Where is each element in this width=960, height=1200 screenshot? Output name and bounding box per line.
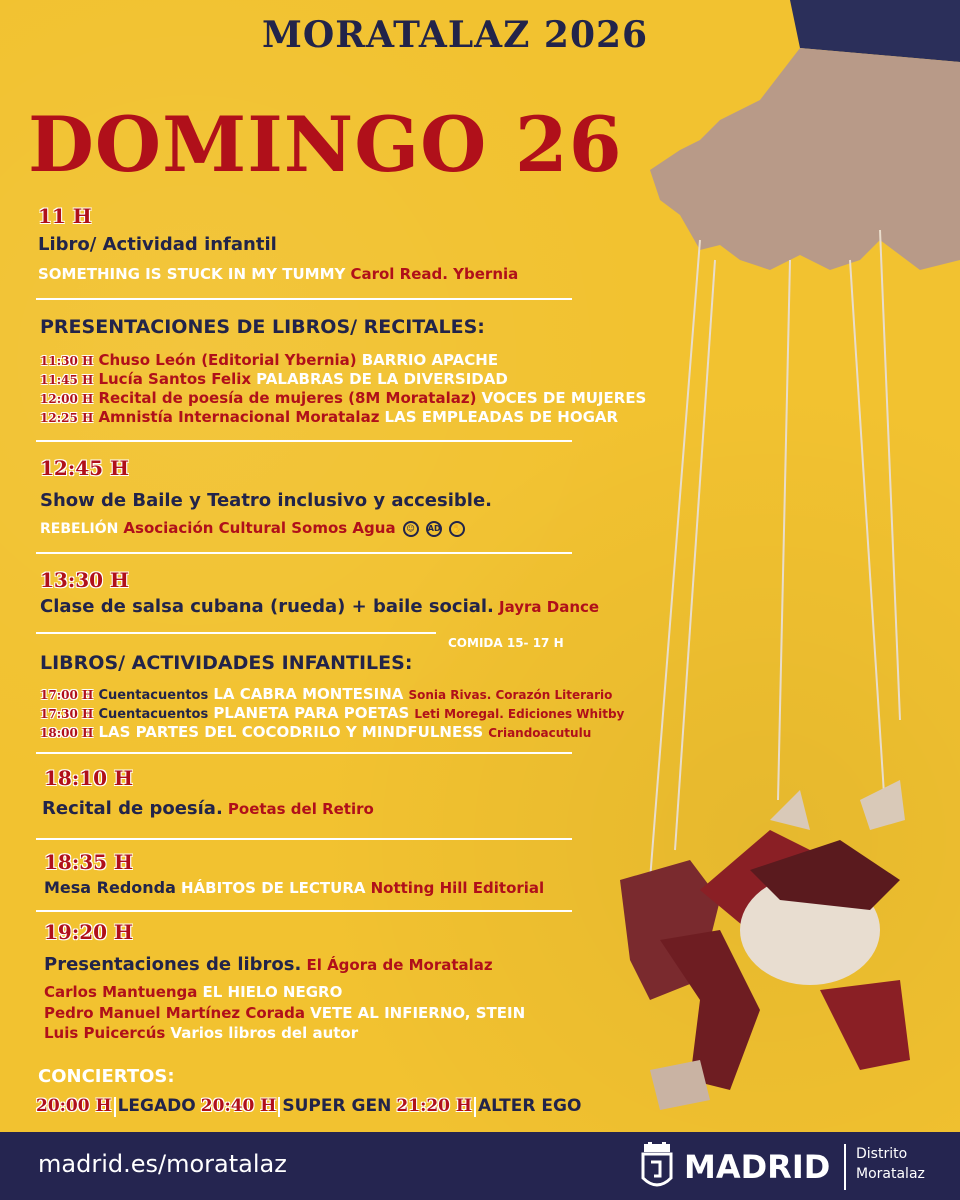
item-time: 12:00 H [40,392,94,406]
event-line [40,596,599,617]
accessibility-icon: ☺ [403,521,419,537]
item-who: Chuso León (Editorial Ybernia) [98,351,357,369]
sign-language-icon: ✋ [449,521,465,537]
string-3 [778,260,790,800]
item-what: LAS EMPLEADAS DE HOGAR [384,408,619,426]
divider [36,752,572,754]
divider [36,838,572,840]
time-1810: 18:10 H [44,766,133,790]
list-item [44,1003,525,1022]
divider [36,910,572,912]
section-heading-children: LIBROS/ ACTIVIDADES INFANTILES: [40,652,413,674]
concerts-line [36,1096,581,1117]
event-title: SOMETHING IS STUCK IN MY TUMMY [38,265,346,283]
string-2 [675,260,715,850]
item-time: 12:25 H [40,411,94,425]
brand-title: MORATALAZ 2026 [262,14,649,56]
lunch-note: COMIDA 15- 17 H [448,636,564,650]
event-line [44,954,493,975]
string-1 [650,240,700,880]
list-item [40,722,591,741]
concerts-heading: CONCIERTOS: [38,1066,175,1087]
concert-name: LEGADO [117,1096,196,1116]
list-item [40,369,508,388]
concert-name: SUPER GEN [282,1096,392,1116]
madrid-crest-icon [640,1142,674,1192]
separator [278,1097,280,1117]
event-line [40,518,465,537]
time-11: 11 H [38,204,92,228]
event-author: Carol Read. Ybernia [350,265,519,283]
time-1245: 12:45 H [40,456,129,480]
logo-separator [844,1144,846,1190]
event-org: Jayra Dance [499,598,600,616]
concert-time: 21:20 H [396,1096,472,1116]
concert-name: ALTER EGO [477,1096,582,1116]
concert-time: 20:00 H [36,1096,112,1116]
list-item [40,703,624,722]
divider [36,632,436,634]
list-item [44,982,342,1001]
divider [36,552,572,554]
activity-label: Recital de poesía. [42,798,223,819]
footer-url[interactable]: madrid.es/moratalaz [38,1150,287,1178]
item-what: PALABRAS DE LA DIVERSIDAD [256,370,508,388]
string-4 [850,260,885,810]
item-who: Pedro Manuel Martínez Corada [44,1004,306,1022]
item-who: Amnistía Internacional Moratalaz [98,408,380,426]
event-org: El Ágora de Moratalaz [306,956,493,974]
marionette-figure [620,780,910,1110]
list-item [44,1023,358,1042]
event-title: REBELIÓN [40,521,119,537]
activity-label: Libro/ Actividad infantil [38,234,277,255]
event-org: Asociación Cultural Somos Agua [123,519,396,537]
item-who: Recital de poesía de mujeres (8M Moratalaz) [98,389,477,407]
item-time: 11:30 H [40,354,94,368]
list-item [40,684,612,703]
activity-label: Clase de salsa cubana (rueda) + baile social. [40,596,494,617]
event-line [38,264,518,283]
item-who: Carlos Mantuenga [44,983,198,1001]
list-item [40,407,618,426]
event-org: Notting Hill Editorial [370,879,545,897]
activity-label: Mesa Redonda [44,878,176,897]
time-1330: 13:30 H [40,568,129,592]
audio-description-icon: AD [426,521,442,537]
list-item [40,350,498,369]
hand-shape [650,48,960,270]
item-what: VETE AL INFIERNO, STEIN [310,1004,526,1022]
item-what: EL HIELO NEGRO [202,983,343,1001]
event-title: HÁBITOS DE LECTURA [181,879,366,897]
item-kind: Cuentacuentos [98,707,209,722]
item-who: Luis Puicercús [44,1024,166,1042]
district-label: Distrito [856,1146,908,1162]
activity-label: Show de Baile y Teatro inclusivo y accesible. [40,490,493,511]
time-1835: 18:35 H [44,850,133,874]
item-title: LAS PARTES DEL COCODRILO Y MINDFULNESS [98,723,484,741]
item-time: 17:30 H [40,707,94,721]
item-who: Leti Moregal. Ediciones Whitby [414,707,625,721]
divider [36,440,572,442]
item-what: Varios libros del autor [170,1024,359,1042]
madrid-logo [640,1140,940,1194]
separator [114,1097,116,1117]
footer [0,1132,960,1200]
section-heading-presentations: PRESENTACIONES DE LIBROS/ RECITALES: [40,316,485,338]
activity-label: Presentaciones de libros. [44,954,302,975]
event-line [42,798,374,819]
concert-time: 20:40 H [200,1096,277,1116]
list-item [40,388,646,407]
district-name: Moratalaz [856,1166,925,1182]
item-what: BARRIO APACHE [361,351,499,369]
day-title: DOMINGO 26 [28,100,623,189]
divider [36,298,572,300]
item-title: PLANETA PARA POETAS [213,704,410,722]
item-title: LA CABRA MONTESINA [213,685,404,703]
item-time: 17:00 H [40,688,94,702]
separator [474,1097,476,1117]
item-time: 11:45 H [40,373,94,387]
item-kind: Cuentacuentos [98,688,209,703]
event-line [44,878,544,897]
item-what: VOCES DE MUJERES [481,389,647,407]
item-time: 18:00 H [40,726,94,740]
event-org: Poetas del Retiro [227,800,374,818]
item-who: Sonia Rivas. Corazón Literario [408,688,613,702]
item-who: Lucía Santos Felix [98,370,252,388]
item-who: Criandoacutulu [488,726,592,740]
madrid-wordmark: MADRID [684,1148,831,1186]
time-1920: 19:20 H [44,920,133,944]
string-5 [880,230,900,720]
